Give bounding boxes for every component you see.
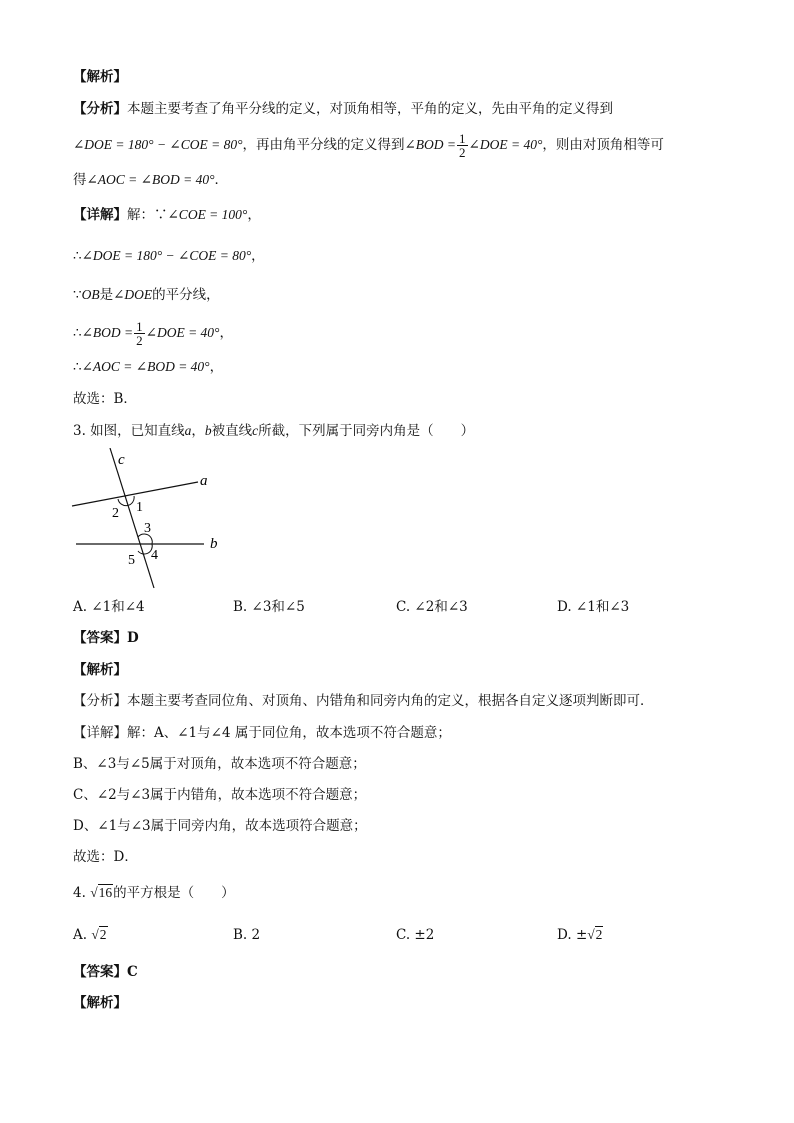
q3-analysis: 【分析】本题主要考查同位角、对顶角、内错角和同旁内角的定义，根据各自定义逐项判断即可．: [73, 693, 654, 709]
q4-option-a-sqrt: [91, 926, 107, 942]
detail-line-1: [73, 205, 261, 225]
q3-figure: [66, 448, 236, 593]
analysis-line-1: [73, 99, 613, 119]
q3-analysis-heading: 【解析】: [73, 662, 127, 678]
q3-sep: ，: [191, 423, 205, 439]
formula-bod: ∠BOD =: [404, 137, 457, 152]
q4-option-a: [73, 925, 108, 945]
fig-label-2: 2: [112, 506, 119, 521]
q3-detail-b: B、∠3与∠5属于对顶角，故本选项不符合题意；: [73, 756, 366, 772]
therefore-symbol-2: ∴: [73, 325, 82, 341]
fraction-half-2: [134, 320, 145, 347]
therefore-symbol-3: ∴: [73, 359, 82, 375]
analysis-line-2: [73, 132, 664, 159]
q4-radicand: 16: [98, 885, 113, 900]
q4-answer: 【答案】C: [73, 964, 138, 980]
fraction-denominator: 2: [459, 145, 466, 160]
formula-coe: ∠COE = 100°: [167, 207, 248, 222]
formula-aoc: ∠AOC = ∠BOD = 40°: [86, 172, 215, 187]
analysis-line-3: [73, 170, 228, 190]
comma-2: ，: [219, 325, 233, 341]
q4-option-d-pm: ±: [575, 927, 588, 943]
fraction-half: [457, 132, 468, 159]
detail-line-3: [73, 285, 220, 305]
line-a: [72, 482, 198, 506]
q3-option-d: D. ∠1和∠3: [557, 599, 630, 615]
detail-line-5: [73, 357, 223, 377]
q3-var-c: c: [252, 423, 259, 438]
q4-option-a-label: A.: [73, 927, 88, 943]
fraction-numerator: 1: [459, 131, 466, 146]
detail-text-3: 是: [99, 287, 114, 303]
analysis-text-5: ．: [214, 172, 228, 188]
q3-detail-d: D、∠1与∠3属于同旁内角，故本选项符合题意；: [73, 818, 367, 834]
analysis-text-2: ，再由角平分线的定义得到: [242, 137, 405, 153]
sqrt-icon: √: [90, 885, 98, 900]
q3-option-c: C. ∠2和∠3: [396, 599, 468, 615]
fig-label-3: 3: [144, 521, 151, 536]
q3-detail-c: C、∠2与∠3属于内错角，故本选项不符合题意；: [73, 787, 367, 803]
comma: ，: [251, 248, 265, 264]
detail-tag: 【详解】: [73, 207, 127, 223]
formula-doe-2: ∠DOE = 180° − ∠COE = 80°: [81, 248, 252, 263]
q3-stem-a: 3. 如图，已知直线: [73, 423, 185, 439]
detail-text-1: 解：∵: [127, 207, 168, 223]
because-symbol: ∵: [73, 287, 82, 303]
fig-label-c: c: [118, 452, 125, 468]
q4-option-c: C. ±2: [396, 927, 435, 943]
q3-choice: 故选：D．: [73, 849, 138, 865]
comma-3: ，: [209, 359, 224, 375]
therefore-symbol: ∴: [73, 248, 82, 264]
fig-label-4: 4: [151, 548, 158, 563]
sqrt-icon-d: √: [587, 927, 595, 942]
q4-option-d: [557, 925, 603, 945]
q4-option-d-radicand: 2: [595, 927, 603, 942]
var-ob: OB: [81, 287, 100, 302]
q3-stem-b: 被直线: [211, 423, 253, 439]
q4-analysis-heading: 【解析】: [73, 995, 127, 1011]
fraction-numerator-2: 1: [136, 319, 143, 334]
formula-bod-2: ∠BOD =: [81, 325, 134, 340]
choice-line: 故选：B．: [73, 391, 137, 407]
fig-label-5: 5: [128, 553, 135, 568]
q3-answer: 【答案】D: [73, 630, 139, 646]
formula-aoc-2: ∠AOC = ∠BOD = 40°: [81, 359, 210, 374]
q3-stem-c: 所截，下列属于同旁内角是（ ）: [258, 423, 475, 439]
q4-option-a-radicand: 2: [99, 927, 107, 942]
q3-var-a: a: [184, 423, 192, 438]
analysis-text-1: 本题主要考查了角平分线的定义，对顶角相等，平角的定义，先由平角的定义得到: [127, 101, 613, 117]
q4-num: 4.: [73, 885, 86, 901]
analysis-tag: 【分析】: [73, 101, 127, 117]
q3-stem: [73, 421, 474, 441]
fig-label-b: b: [210, 536, 218, 552]
formula-doe-40-2: ∠DOE = 40°: [145, 325, 220, 340]
analysis-text-4: 得: [73, 172, 87, 188]
q3-var-b: b: [204, 423, 212, 438]
q4-option-d-sqrt: [587, 926, 603, 942]
q4-stem: [73, 883, 235, 903]
detail-line-4: [73, 320, 233, 347]
detail-text-4: 的平分线，: [152, 287, 220, 303]
q3-option-a: A. ∠1和∠4: [73, 599, 145, 615]
sqrt-icon-a: √: [91, 927, 99, 942]
q4-sqrt: [90, 884, 113, 900]
fig-label-1: 1: [136, 500, 143, 515]
q4-stem-text: 的平方根是（ ）: [113, 885, 235, 901]
q4-option-b: B. 2: [233, 927, 261, 943]
formula-doe-3: ∠DOE: [113, 287, 153, 302]
formula-doe: ∠DOE = 180° − ∠COE = 80°: [73, 137, 243, 152]
q3-detail-a: 【详解】解：A、∠1与∠4 属于同位角，故本选项不符合题意；: [73, 725, 451, 741]
q3-option-b: B. ∠3和∠5: [233, 599, 305, 615]
analysis-heading: 【解析】: [73, 69, 127, 85]
detail-line-2: [73, 246, 265, 266]
analysis-text-3: ，则由对顶角相等可: [542, 137, 664, 153]
detail-text-2: ，: [247, 207, 261, 223]
q4-option-d-label: D.: [557, 927, 572, 943]
fig-label-a: a: [200, 473, 208, 489]
fraction-denominator-2: 2: [136, 333, 143, 348]
formula-doe-40: ∠DOE = 40°: [468, 137, 543, 152]
